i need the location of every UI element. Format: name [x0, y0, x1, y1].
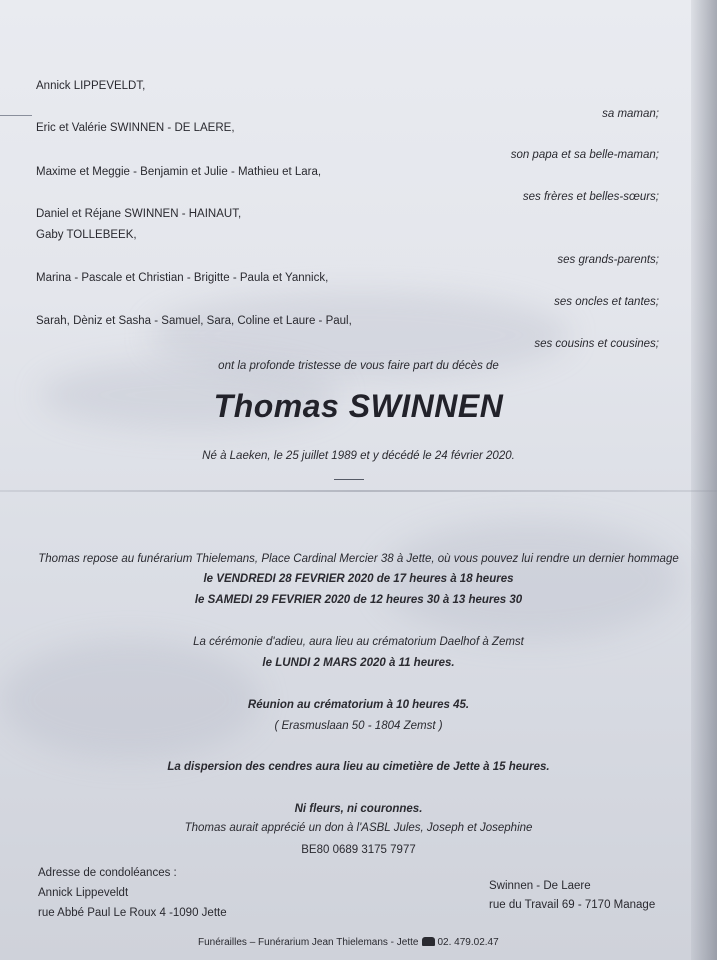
family-name-5: Marina - Pascale et Christian - Brigitte - Paula et Yannick, — [36, 272, 329, 284]
separator-rule — [334, 479, 364, 480]
condolences-address: rue Abbé Paul Le Roux 4 -1090 Jette — [38, 907, 227, 919]
family-name-4: Daniel et Réjane SWINNEN - HAINAUT, — [36, 208, 242, 220]
family-name-3: Maxime et Meggie - Benjamin et Julie - Mathieu et Lara, — [36, 166, 322, 178]
no-flowers-text: Ni fleurs, ni couronnes. — [294, 803, 423, 815]
second-address-line: rue du Travail 69 - 7170 Manage — [489, 899, 656, 911]
repose-text: Thomas repose au funérarium Thielemans, Place Cardinal Mercier 38 à Jette, où vous pouvez lui rendre un dernier hommage — [38, 553, 679, 565]
family-relation-4: ses grands-parents; — [557, 254, 659, 266]
condolences-name: Annick Lippeveldt — [38, 887, 129, 899]
family-relation-3: ses frères et belles-sœurs; — [522, 191, 659, 203]
family-name-4b: Gaby TOLLEBEEK, — [36, 229, 137, 241]
footer-funeral-home — [198, 937, 499, 948]
margin-mark — [0, 115, 32, 116]
reunion-text: Réunion au crématorium à 10 heures 45. — [247, 699, 470, 711]
family-name-6: Sarah, Dèniz et Sasha - Samuel, Sara, Coline et Laure - Paul, — [36, 315, 352, 327]
visit-date-2: le SAMEDI 29 FEVRIER 2020 de 12 heures 30 à 13 heures 30 — [194, 594, 523, 606]
fold-line — [0, 490, 717, 492]
birth-death-text: Né à Laeken, le 25 juillet 1989 et y décédé le 24 février 2020. — [202, 450, 515, 462]
reunion-address: ( Erasmuslaan 50 - 1804 Zemst ) — [274, 720, 443, 732]
family-relation-2: son papa et sa belle-maman; — [510, 149, 659, 161]
deceased-name: Thomas SWINNEN — [213, 388, 504, 424]
donation-text: Thomas aurait apprécié un don à l'ASBL Jules, Joseph et Josephine — [184, 822, 533, 834]
family-name-2: Eric et Valérie SWINNEN - DE LAERE, — [36, 122, 235, 134]
condolences-label: Adresse de condoléances : — [38, 867, 177, 879]
footer-phone: 02. 479.02.47 — [437, 937, 499, 948]
family-relation-6: ses cousins et cousines; — [534, 338, 659, 350]
footer-text: Funérailles – Funérarium Jean Thielemans - Jette — [198, 937, 419, 948]
ceremony-text: La cérémonie d'adieu, aura lieu au crématorium Daelhof à Zemst — [193, 636, 524, 648]
family-relation-5: ses oncles et tantes; — [554, 296, 659, 308]
page-edge-shadow — [691, 0, 717, 960]
ceremony-date: le LUNDI 2 MARS 2020 à 11 heures. — [262, 657, 455, 669]
donation-account: BE80 0689 3175 7977 — [301, 844, 416, 856]
family-name-1: Annick LIPPEVELDT, — [36, 80, 146, 92]
second-address-name: Swinnen - De Laere — [489, 880, 591, 892]
dispersion-text: La dispersion des cendres aura lieu au cimetière de Jette à 15 heures. — [167, 761, 550, 773]
visit-date-1: le VENDREDI 28 FEVRIER 2020 de 17 heures à 18 heures — [203, 573, 514, 585]
phone-icon — [422, 937, 435, 946]
family-relation-1: sa maman; — [602, 108, 659, 120]
announcement-text: ont la profonde tristesse de vous faire part du décès de — [218, 360, 499, 372]
